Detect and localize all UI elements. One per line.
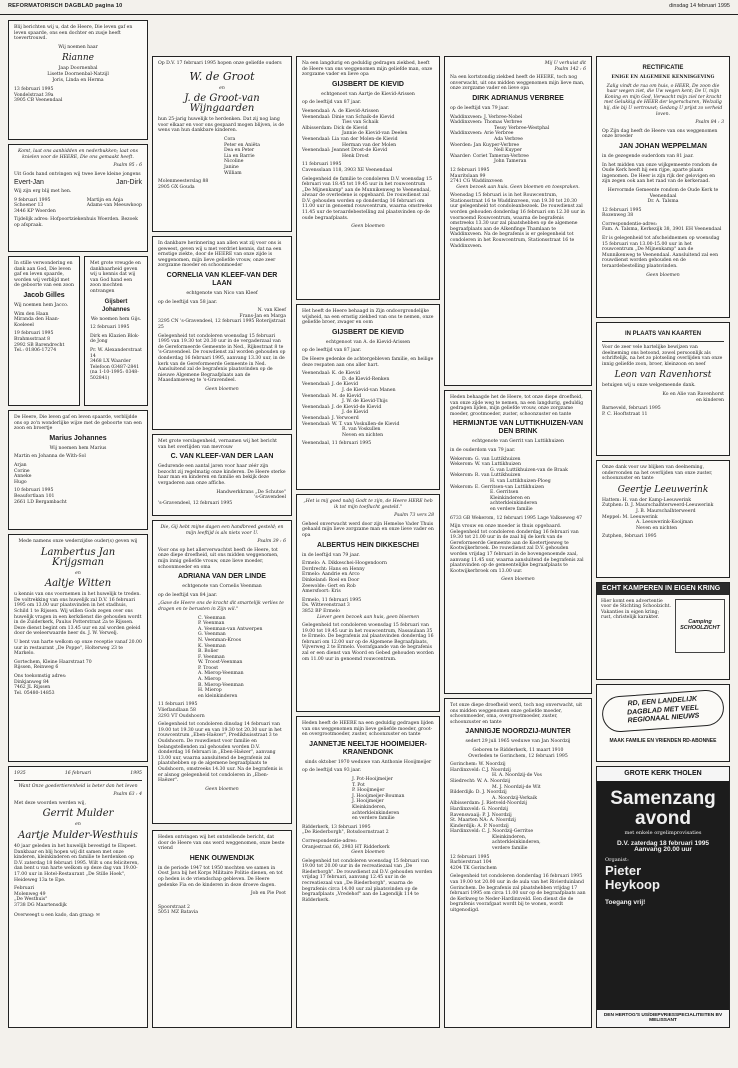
- event-title: avond: [635, 807, 691, 829]
- ad-text: en: [219, 85, 225, 91]
- ad-text: Met grote vreugde en dankbaarheid geven wij u kennis dat wij van God hand een zoon mochten ontvangen: [90, 261, 141, 294]
- signature: Job en Pie Poot: [250, 891, 286, 897]
- ad-text: op de leeftijd van 79 jaar.: [450, 105, 510, 111]
- signature: Hervormde Gemeente rondom de Oude Kerk te Veenendaal Dr. A. Talsma: [607, 187, 719, 205]
- ad-text: Heden ontvingen wij het ontstellende bericht, dat door de Heere van ons werd weggenomen, onze beste vriend: [158, 835, 285, 852]
- obituary-noordzij-munter: [444, 698, 592, 1028]
- ad-title: ECHT KAMPEREN IN EIGEN KRING: [597, 583, 729, 595]
- ad-text: Tot onze diepe droefheid werd, toch nog onverwacht, uit ons midden weggenomen onze geliefde moeder, schoonmoeder, oma, overgrootmoeder, zuster, schoonzuster en tante: [450, 703, 583, 725]
- rd-slogan: RD, EEN LANDELIJK DAGBLAD MET VEEL REGIONAAL NIEUWS: [601, 689, 725, 733]
- newspaper-date: dinsdag 14 februari 1995: [669, 3, 730, 9]
- ad-body: Gelegenheid tot condoleren woensdag 15 februari van 19.00 tot 20.00 uur in de recreatiezaal van „De Riederborgh". De rouwdienst zal D.V. gehouden worden vrijdag 17 februari, aanvang 12.45 uur in de recreatiezaal van „De Riederborgh", waarna de begrafenis circa 14.00 uur zal plaatsvinden op de begraafplaats „Vredehof" aan de Lagendijk 114 te Ridderkerk.: [302, 858, 433, 903]
- ad-text: Heden behaagde het de Heere, tot onze diepe droefheid, van onze zijde weg te nemen, na een langdurig, geduldig gedragen lijden, mijn geliefde vrouw, onze zorgzame moeder, grootmoeder, zuster, schoonzuster en tante: [450, 395, 584, 417]
- ad-text: echtgenote van Gerrit van Luttikhuizen: [471, 439, 564, 445]
- ad-body: Gelegenheid tot condoleren woensdag 15 februari 1995 van 19.30 tot 20.30 uur in de vergaderzaal van de Gereformeerde Gemeente in Ned., Rijkestraat 8 te 's-Gravendeel. De rouwdienst zal worden gehouden op donderdag 16 februari 1995, aanvang 13.30 uur, in de kerk van de Gereformeerde Gemeente in Ned. Aansluitend zal de begrafenis plaatsvinden op de nieuwe Algemene Begraafplaats aan de Maasdamseweg te 's-Gravendeel.: [158, 333, 286, 384]
- ad-body: Hier komt een advertentie voor de Stichting Schoolzicht. Vakanties in eigen kring; rust, christelijk karakter.: [601, 598, 671, 621]
- ad-text: op de leeftijd van 87 jaar.: [302, 348, 362, 354]
- ad-text: Wij noemen hem Marius: [49, 445, 107, 451]
- parents: Wim den Haan Miranda den Haan-Koeleeel: [14, 311, 60, 328]
- family-list: Hattem: H. van der Kamp-Leeuwerink Zutphen: D. J. Maurschalhterweerd-Leeuwerink J. B. Maurschalhterweerd Meppel: M. Leeuwerink A. Leeuwerink-Kooijman Neven en nichten: [602, 497, 714, 531]
- obituary-de-kievid-2: [296, 304, 440, 490]
- ad-subtitle: ENIGE EN ALGEMENE KENNISGEVING: [611, 75, 715, 80]
- date-address: 12 februari 1995 Barbierstraat 104 4204 TK Gorinchem: [450, 854, 497, 871]
- date-address: 19 februari 1995 Brahmsstraat 8 2992 SB Barendrecht Tel.: 01806-17274: [14, 331, 65, 354]
- sponsor: DEN HERTOG'S US/DIEPVRIESSPECIALITEITEN BV MELISSANT: [597, 1010, 729, 1027]
- deceased-name: Leon van Ravenhorst: [614, 370, 712, 381]
- thanks-leeuwerink: [596, 460, 730, 578]
- bible-quote: Mij U verhuist dit Psalm 142 : 6: [544, 61, 586, 72]
- wife-name: Aartje Mulder-Westhuis: [18, 829, 138, 841]
- ad-text: op de leeftijd van 58 jaar.: [158, 299, 218, 305]
- deceased-name: HENK OUWENDIJK: [189, 854, 255, 862]
- envelope-icon: ✉: [96, 912, 100, 918]
- ad-text: Met deze woorden werden wij,: [14, 800, 86, 806]
- ad-body: Woensdag 15 februari is in het Rouwcentrum, Stationsstraat 16 te Waddinxveen, van 19.30 tot 20.30 uur gelegenheid tot condoleanbezoek. De rouwdienst zal worden gehouden donderdag 16 februari om 12.30 uur in voornoemd Rouwcentrum, waarna de begrafenis omstreeks 13.30 uur zal plaatshebben op de algemene begraafplaats aan de Alkenfinge Thamlaan te Waddinxveen. Na de begrafenis is er gelegenheid tot condoleren in het Rouwcentrum, Stationsstraat 16 te Waddinxveen.: [450, 193, 585, 249]
- ad-text: Uit Gods hand ontvingen wij twee lieve kleine jongens: [14, 171, 141, 177]
- obituary-dikkeschei: [296, 494, 440, 712]
- ad-body: u kennis van ons voornemen in het huwelijk te treden. De voltrekking van ons huwelijk zal D.V. 16 februari 1995 om 13.00 uur plaatsvinden in het stadhuis, Schild 1 te Rijssen. Wij willen Gods zegen over ons huwelijk vragen in een kerkdienst die gehouden wordt in de Zuiderkerk, Paulus Potterstraat 2a te Rijssen. Deze dienst begint om 13.45 uur en zal worden geleid door de weleerwaarde heer ds. J. W. Verwelj.: [14, 592, 142, 637]
- family-list: Gorinchem: W. Noordzij Hardinxveld: C.J. Noordzij H. A. Noordzij-de Vos Sliedrecht: W. A. Noordzij M. J. Noordzij-de Wit Bilderdijk: D. J. Noordzij A. Noordzij-Verkaik Albisserdam: J. Rietveld-Noordzij Hardinxveld: G. Noordzij Ravenswaaij: P. J. Noordzij St. Maarten NA: A. Noordzij Kinderdijk: A. P. Noordzij Hardinxveld: C. J. Noordzij-Gerritse Kleinkinderen, achterkleinkinderen, verdere familie: [450, 762, 542, 852]
- ad-body: Gelegenheid tot condoleren dinsdag 14 februari van 19.00 tot 19.30 uur en van 19.30 tot 20.30 uur in het rouwcentrum „Eben-Haëzer", Predikhuisstraat 3 te Oudshoorn. De rouwdienst voor familie en belangstellenden zal gehouden worden D.V. donderdag 16 februari in „Eben-Haëzer", aanvang 13.00 uur, waarna aansluitend de begrafenis zal plaatshebben op de algemene begraafplaats te Oudshoorn, omstreeks 14.30 uur. Na de begrafenis is er alsnog gelegenheid tot condoleren in „Eben-Haëzer".: [158, 722, 283, 784]
- family-list: C. Veenman P. Veenman A. Veenman-van Antwerpen G. Veenman N. Veenman-Kroos K. Veenman B. Bolier F. Veenman W. Troost-Veenman P. Troost A. Mierop-Veenman A. Mierop B. Mierop-Veenman H. Mierop en kleinkinderen: [198, 615, 263, 699]
- groom-name: Lambertus Jan Krijgsman: [40, 546, 116, 568]
- address: 6733 GB Wekerom, 12 februari 1995 Lage Valkseweg 47: [450, 515, 583, 521]
- anniversary-years: 1935 16 februari 1995: [14, 771, 142, 776]
- husband-name: Gerrit Mulder: [42, 808, 114, 820]
- ad-text: betuigen wij u onze welgemeende dank.: [602, 383, 696, 389]
- family-list: N. van Kleef Frans-Jan en Marga: [239, 308, 286, 319]
- wife-name: J. de Groot-van Wijngaarden: [184, 93, 260, 115]
- ad-footnote: Liever geen bezoek aan huis, geen bloemen: [316, 614, 420, 620]
- obituary-van-luttikhuizen: [444, 390, 592, 694]
- ad-body: Gedurende een aantal jaren voor haar zéér zijn bezocht zij regelmatig onze kinderen. De Heere sterke haar man en kinderen en familie en bekijk deze vergaderen aan onze affiche.: [158, 464, 286, 486]
- birth-ad-twins: [8, 144, 148, 252]
- correspondence-address: Correspondentie-adres: Fam. A. Talsma, Kerkezijk 38, 3901 EH Veenendaal: [602, 221, 722, 233]
- event-subtitle: met enkele orgelimprovisaties: [624, 829, 702, 836]
- date-address: 9 februari 1995 Schoener 13 3446 KP Woerden Martijn en Anja Adams-van Meeuwkoop: [14, 197, 142, 214]
- address: Molenmeesterslag 88 2905 GX Gouda: [158, 179, 209, 190]
- deceased-name: JANNETJE NEELTJE HOOIMEIJER-KRANENDONK: [309, 740, 427, 756]
- date-address: 12 februari 1995 Mauritslaan 99 2741 CG Waddinxveen: [450, 167, 503, 185]
- parents: Martin en Johanna de With-Sol: [14, 454, 86, 460]
- ad-body: hun 25-jarig huwelijk te herdenken. Dat zij nog lang voor elkaar en voor ons gespaard mogen blijven, is de wens van hun dankbare kinderen.: [158, 117, 285, 134]
- date-address: Ermelo, 11 februari 1995 Ds. Wittevenstraat 3 3852 BP Ermelo: [302, 597, 362, 614]
- ad-footnote: Geen bloemen: [646, 272, 680, 278]
- ad-body: Gelegenheid de familie te condoleren D.V. woensdag 15 februari van 18.45 tot 19.45 uur in het rouwcentrum „De Mijnenkamp" aan de Munnikenweg te Veenendaal, alwaar de overledene is opgebaard. De rouwdienst zal D.V. gehouden worden op donderdag 16 februari om 11.00 uur in genoemd rouwcentrum, waarna omstreeks 11.45 uur de teraardebestelling zal plaatsvinden op de oude begraafplaats.: [302, 176, 433, 221]
- birth-ad-rianne: [8, 20, 148, 140]
- rd-subscription-ad[interactable]: [596, 684, 730, 762]
- obituary-verbree: [444, 56, 592, 386]
- anniversary-ad-mulder: [8, 766, 148, 1028]
- bible-ref: Psalm 84 : 3: [695, 120, 724, 126]
- ad-text: en: [75, 570, 81, 576]
- bride-name: Aaltje Witten: [44, 578, 112, 590]
- ad-footnote: Geen bloemen: [501, 577, 535, 583]
- reception-text: U bent van harte welkom op onze receptie vanaf 20.00 uur in restaurant „De Poppe", Holterweg 23 te Markelo.: [14, 639, 142, 657]
- ad-text: We noemen hem Gijs.: [90, 316, 142, 322]
- ad-text: en: [75, 822, 81, 828]
- ad-text: op de leeftijd van 87 jaar.: [302, 100, 362, 106]
- ad-date: 12 februari 1995: [90, 325, 130, 331]
- ad-text: echtgenote van Nico van Kleef: [186, 290, 258, 296]
- husband-name: W. de Groot: [189, 69, 255, 83]
- ad-title: IN PLAATS VAN KAARTEN: [624, 331, 702, 337]
- ad-text: Geheel onverwacht werd door zijn Hemelse Vader Thuis gehaald mijn lieve zorgzame man en onze lieve vader en opa: [302, 521, 434, 538]
- deceased-name: CORNELIA VAN KLEEF-VAN DER LAAN: [166, 271, 278, 287]
- ad-text: echtgenoot van Aartje de Kievid-Arissen: [321, 91, 415, 97]
- children-list: Cora Peter en Aniëta Dea en Peter Lia en Barrie Nicoline Janine William: [224, 136, 261, 176]
- ad-text: De Heere, Die leven gaf en leven spaarde, verblijdde ons op zo'n wonderlijke wijze met de geboorte van een zoon en broertje: [14, 415, 142, 432]
- child-name: Evert-Jan: [14, 179, 44, 187]
- ad-text: Heden heeft de HEERE na een geduldig gedragen lijden van ons weggenomen mijn lieve geliefde moeder, groot- en overgrootmoeder, zuster, schoonzuster en tante: [302, 721, 434, 738]
- ad-text: Mede namens onze wederzijdse ouder(s) geven wij: [18, 539, 138, 544]
- family-list: J. Pot-Hooijmeijer T. Pot P. Hooijmeijer J. Hooijmeijer-Bouman J. Hooijmeijer Kleinkinderen, achterkleinkinderen en verdere familie: [352, 776, 405, 822]
- parents: Jaap Doornenbal Lisette Doornenbal-Natzijl Joris, Linda en Herma: [47, 66, 109, 83]
- ad-title: RECTIFICATIE: [642, 65, 684, 71]
- camping-advertisement[interactable]: [596, 582, 730, 680]
- ad-text: echtgenoot van A. de Kievid-Arissen: [325, 339, 411, 345]
- birth-ad-marius: [8, 410, 148, 530]
- organist-name: Heykoop: [605, 876, 660, 892]
- ad-footnote: Geen bloemen: [351, 850, 385, 856]
- family-list: Ermelo: A. Dikkeschei-Hoogendoorn Dordrecht: Hans en Henny Ermelo: Aandrie en Arco Dinkeland: Roel en Door Zeewolde: Gert en Rob Amersfoort: Kris: [302, 561, 387, 595]
- newspaper-name: REFORMATORISCH DAGBLAD pagina 10: [8, 3, 123, 9]
- birth-ad-gijsbert: [84, 256, 148, 406]
- deceased-name: HERMIJNTJE VAN LUTTIKHUIZEN-VAN DEN BRINK: [452, 420, 584, 436]
- bible-ref: Psalm 39 : 6: [257, 539, 286, 545]
- ad-body: Gelegenheid tot condoleren donderdag 16 februari 1995 van 19.00 tot 20.00 uur in de aula van het Rivierduinland Gorinchem. De begrafenis zal plaatshebben vrijdag 17 februari 1995 om circa 11.00 uur op de begraafplaats aan de Kerkweg te Neder-Hardinxveld. Een dienst die de begrafenis voorafgaat wordt bij te wonen, wordt uitgenodigd.: [450, 874, 586, 913]
- child-name: Gijsbert Johannes: [101, 298, 130, 313]
- bible-quote: „Het is mij goed nabij Godt te zijn, de Heere HERE heb ik tot mijn toeflucht gesteld.": [303, 499, 433, 510]
- admission-text: Toegang vrij!: [605, 898, 646, 906]
- family-list: Waddinxveen: J. Verbree-Nobel Waddinxveen: Thomas Verbree Tessy Verbree-Westphal Waddinxveen: Arie Verbree Ada Verbree Woerden: Jan Kuyper-Verbree Nell Kuyper Waarder: Coriet Tameran-Verbree John Tameran: [450, 114, 550, 165]
- deceased-name: JAN JOHAN WEPPELMAN: [619, 142, 707, 150]
- ad-text: Wij zijn erg blij met hen.: [14, 188, 72, 194]
- ad-text: In dankbare herinnering aan allen wat zij voor ons is geweest, geven wij u met verdriet kennis, dat na een ernstige ziekte, door de HEERE van onze zijde is weggenomen, mijn lieve geliefde vrouw, onze zeer zorgzame moeder en schoonmoeder: [158, 241, 282, 269]
- ad-text: Na een langdurig en geduldig gedragen ziekbed, heeft de Heere van ons weggenomen mijn geliefde man, onze zorgzame vader en lieve opa: [302, 61, 433, 78]
- organist-name: Pieter: [605, 862, 642, 878]
- ad-text: Wij noemen hem Jacco.: [14, 302, 69, 308]
- ad-footnote: Geen bloemen: [205, 786, 239, 792]
- page-header: [0, 0, 738, 15]
- address: Spoorstraat 2 5051 MZ Batavia: [158, 904, 199, 916]
- deceased-name: JANNIGJE NOORDZIJ-MUNTER: [465, 728, 571, 736]
- child-name: Jacob Gilles: [23, 291, 65, 299]
- ad-body: Er is gelegenheid tot afscheidnemen op woensdag 15 februari van 13.00-15.00 uur in het rouwcentrum „De Mijnenkamp" aan de Munnikenweg te Veenendaal. Aansluitend zal een rouwdienst worden gehouden en de teraardebestelling plaatsvinden.: [602, 236, 720, 270]
- ad-footnote: Geen bloemen: [205, 386, 239, 392]
- child-name: Rianne: [62, 53, 94, 64]
- ad-text: in de gezegende ouderdom van 81 jaar.: [602, 153, 694, 159]
- venue-title: GROTE KERK THOLEN: [597, 767, 729, 781]
- ad-date: 's-Gravendeel, 12 februari 1995: [158, 500, 233, 506]
- ad-body: In het midden van onze wijkgemeente rondom de Oude Kerk heeft hij een rijpe, aparte plaats ingenomen. De Heer is zijn rijk der gelovigen en zijn zegen ook aan het raad van de kerkeraad.: [602, 162, 718, 185]
- ad-body: Gelegenheid tot condoleren woensdag 15 februari van 19.00 tot 19.45 uur in het rouwcentrum, Nassaulaan 35 te Ermelo. De begrafenis zal plaatsvinden donderdag 16 februari om 12.00 uur op de Algemene Begraafplaats, Vijverweg 2 te Ermelo. Voorafgaande van de begrafenis zal er een dienst van Woord en Gebed gehouden worden om 11.00 uur in genoemd rouwcentrum.: [302, 623, 434, 662]
- deceased-name: GIJSBERT DE KIEVID: [332, 328, 404, 336]
- correspondence-address: Correspondentie-adres: Oranjestraat 66, 2983 HT Ridderkerk: [302, 838, 390, 850]
- ad-text: op de leeftijd van 93 jaar.: [302, 768, 362, 774]
- organist-label: Organist:: [605, 857, 629, 864]
- date-address: Barneveld, februari 1995 P. C. Hooftstraat 11: [602, 406, 661, 417]
- bible-ref: Psalm 63 : 4: [113, 792, 142, 798]
- gift-note: Overweegt u een kado, dan graag: ✉: [14, 912, 100, 918]
- anniversary-ad-de-groot: [152, 56, 292, 232]
- rectification-weppelman: [596, 56, 730, 318]
- deceased-name: Geertje Leeuwerink: [617, 484, 709, 495]
- signature: Ko en Alie van Ravenhorst en kinderen: [662, 391, 724, 403]
- address: Pr. W. Alexanderstraat 14 3468 LX Waarder Telefoon 03487-2841 (na 1-10-1995: 0348-502841): [90, 347, 142, 381]
- ad-text: in de leeftijd van 79 jaar.: [302, 552, 360, 558]
- bible-ref: Psalm 73 vers 28: [394, 513, 434, 519]
- parents: Dirk en Klazien Blok-de Jong: [90, 333, 140, 345]
- ad-footnote: Geen bloemen: [351, 224, 385, 230]
- ad-body: in de periode 1947 tot 1950 mochten we samen in Oost Java bij het Korps Militaire Politie dienen, en tot op heden is de vriendschap gebleven. De Heere gedenke Fia en de kinderen in deze droeve dagen.: [158, 865, 283, 888]
- ad-text: Blij berichten wij u, dat de Heere, Die leven gaf en leven spaarde, ons een dochter en zusje heeft toevertrouwd.: [14, 25, 133, 42]
- subscription-cta: MAAK FAMILIE EN VRIENDEN RD-ABONNEE: [609, 737, 717, 744]
- obituary-ouwendijk: [152, 830, 292, 1028]
- deceased-name: GIJSBERT DE KIEVID: [332, 80, 404, 88]
- ad-text: sinds oktober 1970 weduwe van Anthonie Hooijmeijer: [304, 759, 432, 765]
- ad-text: De Heere gedenke de achtergebleven familie, en heilige deze respaten aan ons aller hart.: [302, 356, 434, 368]
- ad-text: Na een kortstondig ziekbed heeft de HEERE, toch nog onverwacht, uit ons midden weggenomen mijn lieve man, onze zorgzame vader en lieve opa: [450, 75, 585, 92]
- deceased-name: ADRIANA VAN DER LINDE: [178, 573, 266, 581]
- ad-text: in de ouderdom van 79 jaar.: [450, 447, 516, 453]
- date-address: 10 februari 1995 Beaufortlaan 101 2661 LD Bergambacht: [14, 488, 67, 505]
- wedding-ad-krijgsman: [8, 534, 148, 762]
- date-address: 13 februari 1995 Vondelstraat 39a 3905 CB Veenendaal: [14, 87, 63, 104]
- ad-body: Mijn vrouw en onze moeder is thuis opgebaard. Gelegenheid tot condoleren donderdag 16 februari van 19.30 tot 21.00 uur in de zaal bij de kerk van de Gereformeerde Gemeente aan de Koetertjesweg te Kootwijkerbroek. De rouwdienst zal D.V. gehouden worden vrijdag 17 februari in de bovengenoemde zaal, aanvang 11.45 uur, waarna aansluitend de begrafenis zal plaatsvinden op de gemeentelijke begraafplaats te Kootwijkerbroek om 13.00 uur.: [450, 524, 584, 574]
- ad-date: Veenendaal, 11 februari 1995: [302, 441, 372, 447]
- deceased-name: DIRK ADRIANUS VERBREE: [472, 94, 564, 102]
- condolence-van-kleef: [152, 434, 292, 516]
- date-address: 12 februari 1995 Rozenweg 38: [602, 207, 642, 219]
- obituary-van-der-linde: [152, 520, 292, 824]
- obituary-de-kievid-1: [296, 56, 440, 300]
- ad-date: Zutphen, februari 1995: [602, 534, 657, 540]
- event-title: Samenzang: [610, 787, 716, 809]
- thanks-van-ravenhorst: [596, 322, 730, 456]
- bible-quote: Zalig vindt de raa om huis, o HEER, De zoon die haar wegen ziet, die Uw wegen kent; De U, mijn Koning en mijn God, Verwacht mijn ziel ter kracht met Gelukkig de HEER der legerscharen, Welzalig hij, die bij U vertrouwt; Gedang U prijst zo verheid loven.: [603, 83, 723, 117]
- ad-text: Voor de zeer vele hartelijke bewijzen van deelneming ons betoond, zowel persoonlijk als schriftelijk, na het zo plotseling overlijden van onze innig geliefde zoon, broer, kleinzoon en neef: [602, 345, 723, 367]
- ad-text: sedert 29 juli 1965 weduwe van Jan Noordzij: [465, 739, 571, 745]
- deceased-name: ALBERTUS HEIN DIKKESCHEI: [317, 541, 419, 549]
- ad-text: In stille verwondering en dank aan God, Die leven gaf en leven spaarde, worden wij verblijd met de geboorte van een zoon: [14, 261, 74, 289]
- date-address: 11 februari 1995 Cavensslaan 118, 3903 XE Veenendaal: [302, 162, 393, 173]
- addresses: Gortechem, Kleine Haarstraat 70 Rijssen, Reinweg 6: [14, 659, 92, 671]
- bible-quote: Die, Gij hebt mijne dagen een handbreed gesteld; en mijn leeftijd is als niets voor U.: [160, 525, 284, 536]
- address: 3295 CN 's-Gravendeel, 12 februari 1995 Roterijstraat 25: [158, 319, 286, 330]
- date-address: 11 februari 1995 Vlieflandlaan 58 3293 VT Oudshoorn: [158, 702, 205, 719]
- ad-footnote: Geen bezoek aan huis. Geen bloemen en toespraken.: [456, 184, 580, 190]
- signature: Handwerkkrans „De Schutse" 's-Gravendeel: [216, 489, 286, 501]
- ad-text: Wij noemen haar: [58, 44, 98, 50]
- siblings: Arjan Corine Anneke Hugo: [14, 462, 32, 485]
- birth-death-dates: Geboren te Ridderkerk, 11 maart 1910 Overleden te Gorinchem, 12 februari 1995: [468, 747, 568, 759]
- birth-ad-jacob: [8, 256, 80, 406]
- date-address: Ridderkerk, 13 februari 1995 „De Riederborgh", Botsdoornstraat 2: [302, 824, 389, 836]
- ad-body: 40 jaar geleden in het huwelijk bevestigd te Elspeet. Dankbaar en blij hopen wij dit samen met onze kinderen, kleinkinderen en familie te herdenken op D.V. zaterdag 18 februari 1995. Wilt u ons feliciteren, dan bent u van harte welkom op deze dag van 19.00-17.00 uur in Hotel-Restaurant „De Stille Hoek", Heideweg 13a te Epe.: [14, 843, 139, 883]
- ad-text: Op D.V. 17 februari 1995 hopen onze geliefde ouders: [158, 61, 282, 66]
- camping-logo: Camping SCHOOLZICHT: [675, 599, 725, 653]
- child-name: Jan-Dirk: [115, 179, 142, 187]
- address: Februari Molenweg 49 „De Westhuis" 3738 DG Maartensdijk: [14, 886, 67, 908]
- obituary-van-kleef: [152, 236, 292, 430]
- bible-quote: Want Onze goedertierenheid is beter dan het leven: [18, 783, 138, 789]
- ad-text: Onze dank voor uw blijken van deelneming, ondervonden na het overlijden van onze zuster, schoonzuster en tante: [602, 465, 713, 482]
- twin-names: [14, 180, 142, 186]
- child-name: Marius Johannes: [49, 434, 107, 442]
- family-list: Veenendaal: K. de Kievid D. de Kievid-Renken Veenendaal: J. de Kievid J. de Kievid-van Manen Veenendaal: M. de Kievid J. W. de Kievid-Thijs Veenendaal: J. de Kievid-de Kievid J. de Kievid Veenendaal: J. Verwoerd Veenendaal: W. T. van Voskullen-de Kievid R. van Voskullen Neven en nichten: [302, 371, 400, 438]
- organ-concert-ad[interactable]: [596, 766, 730, 1028]
- deceased-name: C. VAN KLEEF-VAN DER LAAN: [170, 453, 274, 461]
- ad-text: Het heeft de Heere behaagd in Zijn ondoorgrondelijke wijsheid, na een ernstig ziekbed van ons te nemen, onze geliefde broer, zwager en oom: [302, 309, 434, 326]
- family-list: Wekerom: G. van Luttikhuizen Wekerom: W. van Luttikhuizen G. van Luttikhuizen-van de Braak Wekerom: R. van Luttikhuizen H. van Luttikhuizen-Ploeg Wekerom: E. Gerritsen-van Luttikhuizen E. Gerritsen Kleinkinderen en achterkleinkinderen en verdere familie: [450, 456, 568, 512]
- ad-text: Op Zijn dag heeft de Heere van ons weggenomen onze broeder: [602, 128, 718, 140]
- ad-text: „Gave de Heere ons de kracht dit smartelijk verlies te dragen en te berusten in Zijn wil.": [158, 601, 284, 612]
- ad-text: Voor ons op het allerverwachtst heeft de Heere, tot onze diepe droefheid, uit ons midden weggenomen, mijn innig geliefde vrouw, onze lieve moeder, schoonmoeder en oma: [158, 547, 279, 570]
- event-date: D.V. zaterdag 18 februari 1995: [617, 840, 709, 848]
- event-time: Aanvang 20.00 uur: [634, 845, 692, 853]
- bible-ref: Psalm 95 : 6: [113, 163, 142, 169]
- ad-text: Met grote verslagenheid, vernamen wij het bericht van het overlijden van mevrouw: [158, 439, 278, 450]
- ad-text: Tijdelijk adres: Hofpoortziekenhuis Woerden. Bezoek op afspraak.: [14, 217, 138, 228]
- family-list: Veenendaal: A. de Kievid-Arissen Veenendaal: Dinie van Schaik-de Kievid Ties van Schaik Albisserdam: Dick de Kievid Jannie de Kievid-van Deelen Veenendaal: Lia van der Molen-de Kievid Herman van der Molen Veenendaal: Jeannet Drost-de Kievid Henk Drost: [302, 108, 408, 159]
- ad-text: op de leeftijd van 84 jaar.: [158, 592, 218, 598]
- ad-text: echtgenote van Cornelis Veenman: [182, 584, 262, 590]
- future-address: Ons toekomstig adres: Dinkjanweg 84 7462 JL Rijssen Tel. 05480-14853: [14, 673, 67, 696]
- obituary-hooimeijer: [296, 716, 440, 1028]
- bible-quote: Komt, laat ons aanbidden en nederbukken; laat ons knielen voor de HEERE, Die ons gemaakt heeft.: [17, 149, 138, 160]
